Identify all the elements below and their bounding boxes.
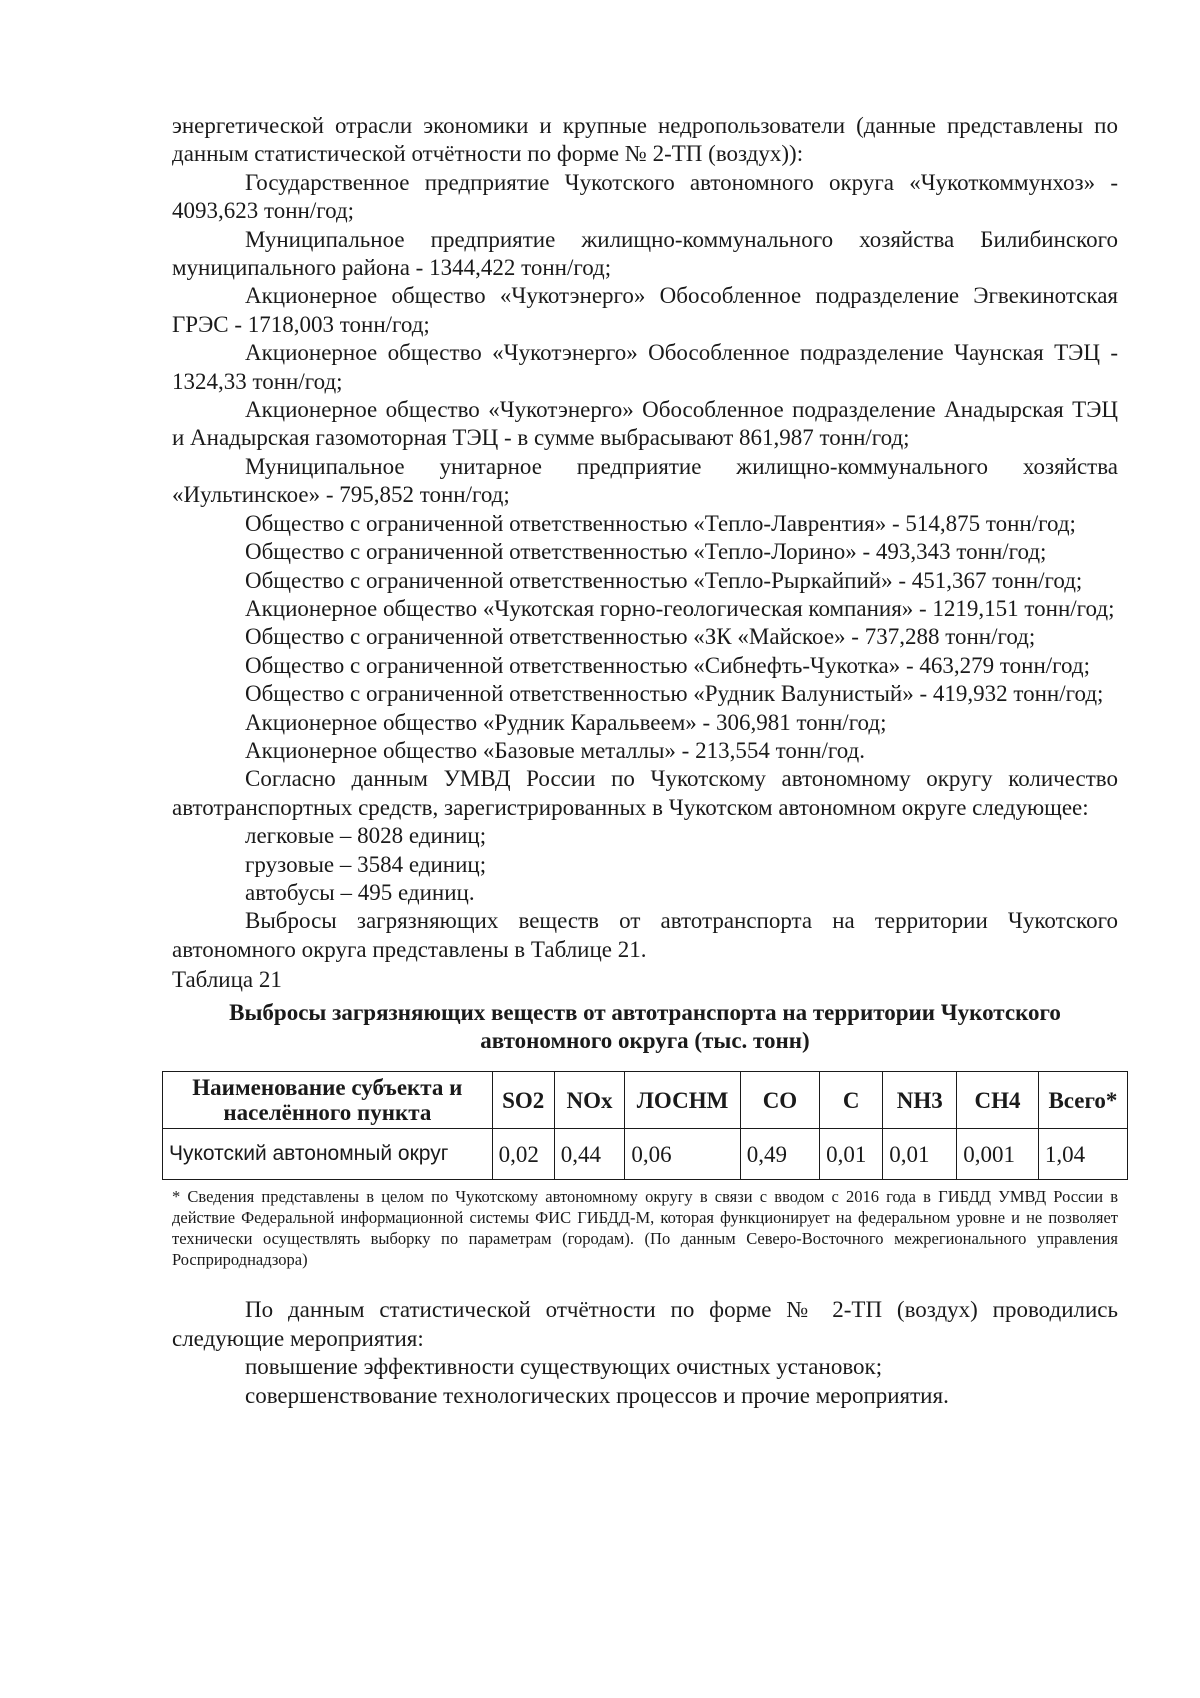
paragraph: Акционерное общество «Чукотская горно-геологическая компания» - 1219,151 тонн/год; xyxy=(245,595,1115,621)
table-title-line: Выбросы загрязняющих веществ от автотранспорта на территории Чукотского xyxy=(229,999,1061,1025)
column-header: CO xyxy=(740,1072,819,1129)
paragraph: Акционерное общество «Рудник Каральвеем» - 306,981 тонн/год; xyxy=(245,709,887,735)
paragraph: Общество с ограниченной ответственностью «Тепло-Рыркайпий» - 451,367 тонн/год; xyxy=(245,567,1083,593)
paragraph: Согласно данным УМВД России по Чукотскому автономному округу количество автотранспортных средств, зарегистрированных в Чукотском автономном округе следующее: xyxy=(172,766,1118,820)
table-footnote: * Сведения представлены в целом по Чукотскому автономному округу в связи с вводом с 2016 года в ГИБДД УМВД России в действие Федеральной информационной системы ФИС ГИБДД-М, которая функционирует на федеральном уровне и не позволяет технически осуществлять выборку по параметрам (городам). (По данным Северо-Восточного межрегионального управления Росприроднадзора) xyxy=(172,1187,1118,1270)
paragraph: Муниципальное унитарное предприятие жилищно-коммунального хозяйства «Иультинское» - 795,852 тонн/год; xyxy=(172,453,1118,508)
paragraph: Общество с ограниченной ответственностью «Рудник Валунистый» - 419,932 тонн/год; xyxy=(245,681,1104,707)
table-row xyxy=(163,1129,1128,1180)
paragraph: Акционерное общество «Базовые металлы» - 213,554 тонн/год. xyxy=(245,737,865,763)
spacer xyxy=(172,1270,1118,1296)
column-header: NOx xyxy=(554,1072,625,1129)
paragraph: Общество с ограниченной ответственностью «ЗК «Майское» - 737,288 тонн/год; xyxy=(245,624,1036,650)
table-cell: 0,01 xyxy=(820,1129,883,1180)
column-header: CH4 xyxy=(957,1072,1039,1129)
column-header: SO2 xyxy=(492,1072,554,1129)
table-cell: 0,02 xyxy=(492,1129,554,1180)
paragraph: энергетической отрасли экономики и крупные недропользователи (данные представлены по данным статистической отчётности по форме № 2-ТП (воздух)): xyxy=(172,113,1118,167)
list-item: легковые – 8028 единиц; xyxy=(245,823,487,849)
document-page xyxy=(169,112,1118,1410)
table-header-row xyxy=(163,1072,1128,1129)
list-item: автобусы – 495 единиц. xyxy=(245,879,475,905)
column-header: Наименование субъекта и населённого пункта xyxy=(163,1072,493,1129)
list-item: грузовые – 3584 единиц; xyxy=(245,851,487,877)
paragraph: Акционерное общество «Чукотэнерго» Обособленное подразделение Анадырская ТЭЦ и Анадырская газомоторная ТЭЦ - в сумме выбрасывают 861,987 тонн/год; xyxy=(172,397,1118,451)
list-item: совершенствование технологических процессов и прочие мероприятия. xyxy=(245,1382,949,1408)
paragraph: Общество с ограниченной ответственностью «Тепло-Лаврентия» - 514,875 тонн/год; xyxy=(245,510,1076,536)
paragraph: Общество с ограниченной ответственностью «Тепло-Лорино» - 493,343 тонн/год; xyxy=(245,539,1047,565)
table-cell: 1,04 xyxy=(1038,1129,1127,1180)
paragraph: Выбросы загрязняющих веществ от автотранспорта на территории Чукотского автономного округа представлены в Таблице 21. xyxy=(172,908,1118,962)
paragraph: Государственное предприятие Чукотского автономного округа «Чукоткоммунхоз» - 4093,623 тонн/год; xyxy=(172,169,1118,224)
paragraph: По данным статистической отчётности по форме № 2-ТП (воздух) проводились следующие мероприятия: xyxy=(172,1297,1118,1351)
table-cell: 0,49 xyxy=(740,1129,819,1180)
table-label: Таблица 21 xyxy=(172,967,282,993)
table-cell: 0,01 xyxy=(883,1129,957,1180)
table-cell: 0,44 xyxy=(554,1129,625,1180)
body-text-bottom xyxy=(172,1296,1118,1410)
paragraph: Акционерное общество «Чукотэнерго» Обособленное подразделение Чаунская ТЭЦ - 1324,33 тонн/год; xyxy=(172,340,1118,394)
table-cell-region: Чукотский автономный округ xyxy=(163,1129,493,1180)
column-header: Всего* xyxy=(1038,1072,1127,1129)
list-item: повышение эффективности существующих очистных установок; xyxy=(245,1354,883,1380)
body-text-top xyxy=(172,112,1118,964)
column-header: C xyxy=(820,1072,883,1129)
table-title xyxy=(172,999,1118,1056)
paragraph: Акционерное общество «Чукотэнерго» Обособленное подразделение Эгвекинотская ГРЭС - 1718,003 тонн/год; xyxy=(172,283,1118,337)
table-cell: 0,06 xyxy=(625,1129,740,1180)
paragraph: Общество с ограниченной ответственностью «Сибнефть-Чукотка» - 463,279 тонн/год; xyxy=(245,652,1090,678)
table-cell: 0,001 xyxy=(957,1129,1039,1180)
table-title-line: автономного округа (тыс. тонн) xyxy=(480,1028,810,1053)
column-header: ЛОСНМ xyxy=(625,1072,740,1129)
emissions-table xyxy=(162,1071,1128,1180)
paragraph: Муниципальное предприятие жилищно-коммунального хозяйства Билибинского муниципального района - 1344,422 тонн/год; xyxy=(172,226,1118,281)
column-header: NH3 xyxy=(883,1072,957,1129)
